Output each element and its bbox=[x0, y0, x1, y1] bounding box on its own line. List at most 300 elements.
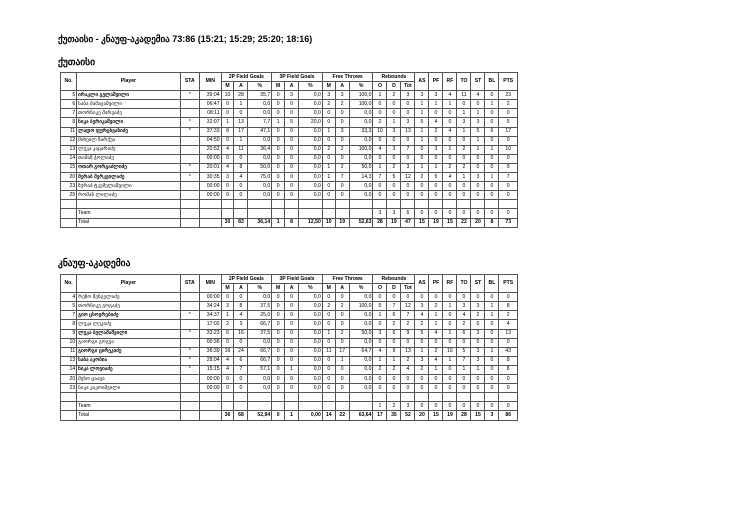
stat-fta: 0 bbox=[335, 182, 349, 191]
stat-fg2p: 7,7 bbox=[248, 118, 272, 127]
empty-cell bbox=[299, 200, 323, 209]
stat-ftp: 0,0 bbox=[349, 338, 373, 347]
stat-ftp: 50,0 bbox=[349, 163, 373, 172]
stat-st: 0 bbox=[471, 154, 485, 163]
stat-o: 2 bbox=[373, 365, 387, 374]
team-stat-as: 0 bbox=[415, 402, 429, 411]
total-stat-ftp: 52,63 bbox=[349, 218, 373, 227]
empty-cell bbox=[180, 402, 199, 411]
stat-fg3a: 0 bbox=[285, 173, 299, 182]
stat-fg3p: 0,0 bbox=[299, 365, 323, 374]
stat-pf: 0 bbox=[429, 375, 443, 384]
stat-to: 1 bbox=[457, 109, 471, 118]
stat-rf: 0 bbox=[443, 338, 457, 347]
empty-cell bbox=[471, 200, 485, 209]
header-pts: PTS bbox=[499, 73, 518, 91]
stat-o: 0 bbox=[373, 293, 387, 302]
stat-rf: 16 bbox=[443, 347, 457, 356]
stat-d: 0 bbox=[387, 375, 401, 384]
stat-fg3a: 5 bbox=[285, 118, 299, 127]
header-rebounds: Rebounds bbox=[373, 73, 415, 82]
total-stat-bl: 3 bbox=[485, 411, 499, 420]
stat-fg3a: 0 bbox=[285, 329, 299, 338]
starter-mark bbox=[180, 145, 199, 154]
stat-fg3a: 0 bbox=[285, 100, 299, 109]
stat-fg3m: 0 bbox=[272, 163, 285, 172]
header-no: No. bbox=[61, 73, 77, 91]
stat-to: 0 bbox=[457, 136, 471, 145]
stat-as: 2 bbox=[415, 173, 429, 182]
stat-bl: 1 bbox=[485, 100, 499, 109]
stat-o: 0 bbox=[373, 191, 387, 200]
stat-as: 3 bbox=[415, 302, 429, 311]
minutes: 08:11 bbox=[200, 109, 222, 118]
stat-st: 0 bbox=[471, 384, 485, 393]
empty-cell bbox=[234, 402, 248, 411]
empty-cell bbox=[457, 200, 471, 209]
stat-fg3p: 0,0 bbox=[299, 136, 323, 145]
minutes: 00:00 bbox=[200, 154, 222, 163]
stat-fg2m: 1 bbox=[221, 118, 234, 127]
minutes: 33:23 bbox=[200, 329, 222, 338]
total-stat-fta: 22 bbox=[335, 411, 349, 420]
player-number: 14 bbox=[61, 365, 77, 374]
stat-fg3m: 0 bbox=[272, 384, 285, 393]
stat-ftp: 0,0 bbox=[349, 118, 373, 127]
header-3p-field-goals: 3P Field Goals bbox=[272, 275, 323, 284]
stat-o: 1 bbox=[373, 91, 387, 100]
stat-fg2p: 66,7 bbox=[248, 320, 272, 329]
stat-o: 0 bbox=[373, 182, 387, 191]
stat-pts: 17 bbox=[499, 127, 518, 136]
minutes: 06:47 bbox=[200, 100, 222, 109]
stat-rf: 0 bbox=[443, 136, 457, 145]
stat-bl: 1 bbox=[485, 347, 499, 356]
stat-o: 7 bbox=[373, 173, 387, 182]
stat-fg3a: 0 bbox=[285, 145, 299, 154]
empty-cell bbox=[200, 209, 222, 218]
stat-ftm: 2 bbox=[322, 145, 335, 154]
stat-fg3p: 0,0 bbox=[299, 163, 323, 172]
player-row bbox=[61, 109, 518, 118]
stat-bl: 0 bbox=[485, 329, 499, 338]
empty-cell bbox=[200, 411, 222, 420]
empty-cell bbox=[61, 393, 77, 402]
player-row bbox=[61, 118, 518, 127]
empty-cell bbox=[349, 209, 373, 218]
total-stat-pts: 86 bbox=[499, 411, 518, 420]
empty-cell bbox=[200, 402, 222, 411]
box-score-table-away bbox=[60, 274, 518, 421]
player-name: ლუკა კაცარიძე bbox=[77, 145, 180, 154]
minutes: 00:00 bbox=[200, 384, 222, 393]
subheader-total: Tot bbox=[401, 82, 415, 91]
subheader-percent: % bbox=[248, 284, 272, 293]
empty-cell bbox=[248, 393, 272, 402]
total-stat-d: 35 bbox=[387, 411, 401, 420]
stat-fg3a: 0 bbox=[285, 154, 299, 163]
stat-ftp: 0,0 bbox=[349, 109, 373, 118]
total-stat-as: 20 bbox=[415, 411, 429, 420]
player-row bbox=[61, 347, 518, 356]
stat-rf: 4 bbox=[443, 173, 457, 182]
stat-st: 0 bbox=[471, 375, 485, 384]
total-stat-fg2p: 36,14 bbox=[248, 218, 272, 227]
player-number: 8 bbox=[61, 118, 77, 127]
stat-fg3p: 0,0 bbox=[299, 375, 323, 384]
stat-rf: 0 bbox=[443, 293, 457, 302]
stat-fg2m: 16 bbox=[221, 347, 234, 356]
stat-bl: 0 bbox=[485, 154, 499, 163]
total-stat-ftp: 63,64 bbox=[349, 411, 373, 420]
starter-mark: * bbox=[180, 163, 199, 172]
stat-ftp: 0,0 bbox=[349, 375, 373, 384]
player-name: შენო ცაავა bbox=[77, 375, 180, 384]
stat-fg2a: 0 bbox=[234, 182, 248, 191]
player-name: მერაბ მერკვილაძე bbox=[77, 173, 180, 182]
empty-cell bbox=[373, 393, 387, 402]
stat-pts: 0 bbox=[499, 338, 518, 347]
stat-fg3p: 0,0 bbox=[299, 154, 323, 163]
total-stat-o: 28 bbox=[373, 218, 387, 227]
starter-mark bbox=[180, 384, 199, 393]
stat-fg3p: 0,0 bbox=[299, 347, 323, 356]
stat-ftm: 2 bbox=[322, 302, 335, 311]
stat-ftm: 0 bbox=[322, 109, 335, 118]
stat-st: 1 bbox=[471, 136, 485, 145]
minutes: 28:04 bbox=[200, 356, 222, 365]
stat-rf: 1 bbox=[443, 356, 457, 365]
stat-fg2p: 0,0 bbox=[248, 338, 272, 347]
player-row bbox=[61, 136, 518, 145]
stat-o: 5 bbox=[373, 302, 387, 311]
total-stat-fg3a: 8 bbox=[285, 218, 299, 227]
team-stat-tot: 6 bbox=[401, 209, 415, 218]
player-row bbox=[61, 293, 518, 302]
total-stat-rf: 19 bbox=[443, 411, 457, 420]
empty-cell bbox=[221, 393, 234, 402]
stat-pts: 2 bbox=[499, 311, 518, 320]
header-pf: PF bbox=[429, 275, 443, 293]
stat-fg3p: 0,0 bbox=[299, 182, 323, 191]
team-stat-rf: 0 bbox=[443, 402, 457, 411]
stat-st: 5 bbox=[471, 127, 485, 136]
header-free-throws: Free Throws bbox=[322, 275, 373, 284]
stat-fta: 3 bbox=[335, 91, 349, 100]
stat-ftp: 100,0 bbox=[349, 91, 373, 100]
stat-st: 1 bbox=[471, 365, 485, 374]
stat-fg2a: 16 bbox=[234, 329, 248, 338]
stat-bl: 0 bbox=[485, 118, 499, 127]
empty-cell bbox=[335, 393, 349, 402]
subheader-percent: % bbox=[248, 82, 272, 91]
stat-to: 11 bbox=[457, 91, 471, 100]
stat-st: 0 bbox=[471, 338, 485, 347]
empty-cell bbox=[322, 402, 335, 411]
stat-fg2p: 0,0 bbox=[248, 100, 272, 109]
empty-cell bbox=[272, 402, 285, 411]
total-stat-to: 22 bbox=[457, 218, 471, 227]
stat-d: 0 bbox=[387, 384, 401, 393]
stat-st: 3 bbox=[471, 356, 485, 365]
stat-st: 3 bbox=[471, 302, 485, 311]
stat-tot: 0 bbox=[401, 182, 415, 191]
empty-cell bbox=[335, 209, 349, 218]
stat-fg2a: 0 bbox=[234, 109, 248, 118]
total-stat-pf: 19 bbox=[429, 218, 443, 227]
stat-ftp: 100,0 bbox=[349, 302, 373, 311]
empty-cell bbox=[180, 218, 199, 227]
stat-tot: 12 bbox=[401, 173, 415, 182]
minutes: 32:07 bbox=[200, 118, 222, 127]
team-stat-o: 1 bbox=[373, 402, 387, 411]
minutes: 39:04 bbox=[200, 91, 222, 100]
empty-cell bbox=[471, 393, 485, 402]
total-stat-as: 15 bbox=[415, 218, 429, 227]
team-row-label: Team bbox=[77, 402, 180, 411]
stat-ftp: 0,0 bbox=[349, 356, 373, 365]
total-stat-tot: 47 bbox=[401, 218, 415, 227]
stat-fg2m: 1 bbox=[221, 311, 234, 320]
subheader-total: Tot bbox=[401, 284, 415, 293]
total-stat-pts: 73 bbox=[499, 218, 518, 227]
empty-cell bbox=[429, 393, 443, 402]
stat-pts: 13 bbox=[499, 329, 518, 338]
empty-cell bbox=[299, 209, 323, 218]
stat-fg2a: 0 bbox=[234, 338, 248, 347]
stat-ftm: 0 bbox=[322, 320, 335, 329]
header-bl: BL bbox=[485, 275, 499, 293]
player-name: საბა მამაცაშვილი bbox=[77, 100, 180, 109]
stat-rf: 4 bbox=[443, 127, 457, 136]
stat-as: 1 bbox=[415, 109, 429, 118]
total-stat-pf: 15 bbox=[429, 411, 443, 420]
team-stat-bl: 0 bbox=[485, 402, 499, 411]
stat-pf: 1 bbox=[429, 311, 443, 320]
stat-fg3a: 0 bbox=[285, 375, 299, 384]
stat-d: 0 bbox=[387, 191, 401, 200]
total-stat-fg2a: 68 bbox=[234, 411, 248, 420]
player-row bbox=[61, 127, 518, 136]
player-row bbox=[61, 191, 518, 200]
empty-cell bbox=[285, 209, 299, 218]
stat-fg2a: 4 bbox=[234, 173, 248, 182]
player-name: ზურაბ ტკემელაშვილი bbox=[77, 182, 180, 191]
header-pts: PTS bbox=[499, 275, 518, 293]
starter-mark: * bbox=[180, 127, 199, 136]
player-name: თამაზ ჭოლაძე bbox=[77, 154, 180, 163]
stat-fta: 0 bbox=[335, 375, 349, 384]
stat-ftm: 0 bbox=[322, 182, 335, 191]
empty-cell bbox=[248, 209, 272, 218]
stat-bl: 0 bbox=[485, 384, 499, 393]
subheader-percent: % bbox=[299, 284, 323, 293]
stat-o: 3 bbox=[373, 329, 387, 338]
stat-st: 0 bbox=[471, 163, 485, 172]
stat-as: 0 bbox=[415, 293, 429, 302]
starter-mark bbox=[180, 338, 199, 347]
stat-fg2m: 0 bbox=[221, 375, 234, 384]
stat-pf: 2 bbox=[429, 302, 443, 311]
stat-fta: 0 bbox=[335, 320, 349, 329]
stat-fg3m: 0 bbox=[272, 338, 285, 347]
team-stat-d: 3 bbox=[387, 209, 401, 218]
empty-cell bbox=[299, 393, 323, 402]
minutes: 37:33 bbox=[200, 127, 222, 136]
header-player: Player bbox=[77, 73, 180, 91]
stat-o: 0 bbox=[373, 375, 387, 384]
minutes: 34:37 bbox=[200, 311, 222, 320]
player-row bbox=[61, 145, 518, 154]
stat-to: 1 bbox=[457, 173, 471, 182]
stat-bl: 0 bbox=[485, 163, 499, 172]
stat-fg2a: 3 bbox=[234, 320, 248, 329]
stat-fg2m: 3 bbox=[221, 302, 234, 311]
empty-cell bbox=[322, 200, 335, 209]
stat-o: 2 bbox=[373, 118, 387, 127]
subheader-attempted: A bbox=[285, 284, 299, 293]
team-stat-to: 0 bbox=[457, 209, 471, 218]
stat-fg2p: 25,0 bbox=[248, 311, 272, 320]
stat-st: 3 bbox=[471, 118, 485, 127]
empty-cell bbox=[429, 200, 443, 209]
stat-fta: 2 bbox=[335, 302, 349, 311]
team-stat-pf: 0 bbox=[429, 402, 443, 411]
stat-pts: 8 bbox=[499, 365, 518, 374]
stat-fg3p: 0,0 bbox=[299, 191, 323, 200]
stat-d: 0 bbox=[387, 182, 401, 191]
player-name: ნიკა ლოვიაძე bbox=[77, 365, 180, 374]
stat-fg2p: 57,1 bbox=[248, 365, 272, 374]
minutes: 30:35 bbox=[200, 173, 222, 182]
stat-d: 6 bbox=[387, 311, 401, 320]
empty-cell bbox=[180, 393, 199, 402]
starter-mark bbox=[180, 100, 199, 109]
stat-fg2a: 0 bbox=[234, 191, 248, 200]
stat-to: 1 bbox=[457, 127, 471, 136]
stat-o: 10 bbox=[373, 127, 387, 136]
stat-fg2m: 2 bbox=[221, 320, 234, 329]
stat-o: 4 bbox=[373, 145, 387, 154]
stat-fg2m: 0 bbox=[221, 182, 234, 191]
stat-pts: 0 bbox=[499, 375, 518, 384]
stat-st: 3 bbox=[471, 173, 485, 182]
stat-ftp: 0,0 bbox=[349, 182, 373, 191]
stat-pts: 9 bbox=[499, 163, 518, 172]
minutes: 00:36 bbox=[200, 338, 222, 347]
empty-cell bbox=[499, 393, 518, 402]
stat-pf: 4 bbox=[429, 356, 443, 365]
stat-pts: 0 bbox=[499, 136, 518, 145]
subheader-attempted: A bbox=[335, 284, 349, 293]
stat-pf: 3 bbox=[429, 91, 443, 100]
stat-d: 6 bbox=[387, 329, 401, 338]
stat-bl: 0 bbox=[485, 191, 499, 200]
total-stat-bl: 8 bbox=[485, 218, 499, 227]
empty-cell bbox=[373, 200, 387, 209]
player-number: 6 bbox=[61, 100, 77, 109]
stat-bl: 0 bbox=[485, 320, 499, 329]
stat-to: 4 bbox=[457, 311, 471, 320]
total-stat-fg2p: 52,94 bbox=[248, 411, 272, 420]
stat-ftm: 0 bbox=[322, 154, 335, 163]
stat-pts: 0 bbox=[499, 109, 518, 118]
stat-fta: 0 bbox=[335, 365, 349, 374]
empty-cell bbox=[457, 393, 471, 402]
stat-st: 0 bbox=[471, 100, 485, 109]
stat-fg3m: 0 bbox=[272, 365, 285, 374]
player-row bbox=[61, 329, 518, 338]
empty-cell bbox=[180, 209, 199, 218]
stat-bl: 6 bbox=[485, 127, 499, 136]
header-row bbox=[61, 275, 518, 284]
stat-fta: 0 bbox=[335, 118, 349, 127]
header-pf: PF bbox=[429, 73, 443, 91]
subheader-made: M bbox=[272, 284, 285, 293]
subheader-percent: % bbox=[299, 82, 323, 91]
stat-rf: 0 bbox=[443, 154, 457, 163]
stat-ftm: 3 bbox=[322, 91, 335, 100]
stat-ftm: 0 bbox=[322, 384, 335, 393]
stat-fg3p: 0,0 bbox=[299, 127, 323, 136]
stat-fg3p: 0,0 bbox=[299, 320, 323, 329]
stat-pts: 23 bbox=[499, 91, 518, 100]
stat-fg3m: 0 bbox=[272, 375, 285, 384]
stat-to: 3 bbox=[457, 118, 471, 127]
stat-ftp: 0,0 bbox=[349, 191, 373, 200]
stat-fg3m: 0 bbox=[272, 311, 285, 320]
empty-cell bbox=[234, 200, 248, 209]
stat-tot: 0 bbox=[401, 136, 415, 145]
stat-pf: 1 bbox=[429, 100, 443, 109]
starter-mark bbox=[180, 154, 199, 163]
stat-fg2a: 13 bbox=[234, 118, 248, 127]
subheader-defensive: D bbox=[387, 82, 401, 91]
player-number: 11 bbox=[61, 347, 77, 356]
stat-to: 2 bbox=[457, 320, 471, 329]
header-rebounds: Rebounds bbox=[373, 275, 415, 284]
empty-cell bbox=[61, 218, 77, 227]
stat-fg3p: 0,0 bbox=[299, 293, 323, 302]
stat-pts: 0 bbox=[499, 293, 518, 302]
stat-as: 1 bbox=[415, 127, 429, 136]
stat-pf: 1 bbox=[429, 163, 443, 172]
starter-mark bbox=[180, 320, 199, 329]
stat-fg2a: 28 bbox=[234, 91, 248, 100]
player-name: ნიკა კაკოიშვილი bbox=[77, 384, 180, 393]
minutes: 00:00 bbox=[200, 375, 222, 384]
stat-fg2m: 4 bbox=[221, 145, 234, 154]
stat-fg2m: 0 bbox=[221, 100, 234, 109]
empty-cell bbox=[200, 393, 222, 402]
stat-d: 0 bbox=[387, 109, 401, 118]
stat-fg3p: 0,0 bbox=[299, 109, 323, 118]
player-row bbox=[61, 173, 518, 182]
total-stat-st: 20 bbox=[471, 218, 485, 227]
stat-fta: 17 bbox=[335, 347, 349, 356]
stat-fg2a: 4 bbox=[234, 311, 248, 320]
stat-st: 4 bbox=[471, 91, 485, 100]
stat-pf: 4 bbox=[429, 329, 443, 338]
stat-ftp: 0,0 bbox=[349, 154, 373, 163]
stat-o: 0 bbox=[373, 320, 387, 329]
stat-tot: 0 bbox=[401, 384, 415, 393]
total-row-label: Total bbox=[77, 411, 180, 420]
stat-rf: 0 bbox=[443, 311, 457, 320]
stat-fg3a: 0 bbox=[285, 384, 299, 393]
stat-ftm: 0 bbox=[322, 311, 335, 320]
stat-d: 2 bbox=[387, 163, 401, 172]
